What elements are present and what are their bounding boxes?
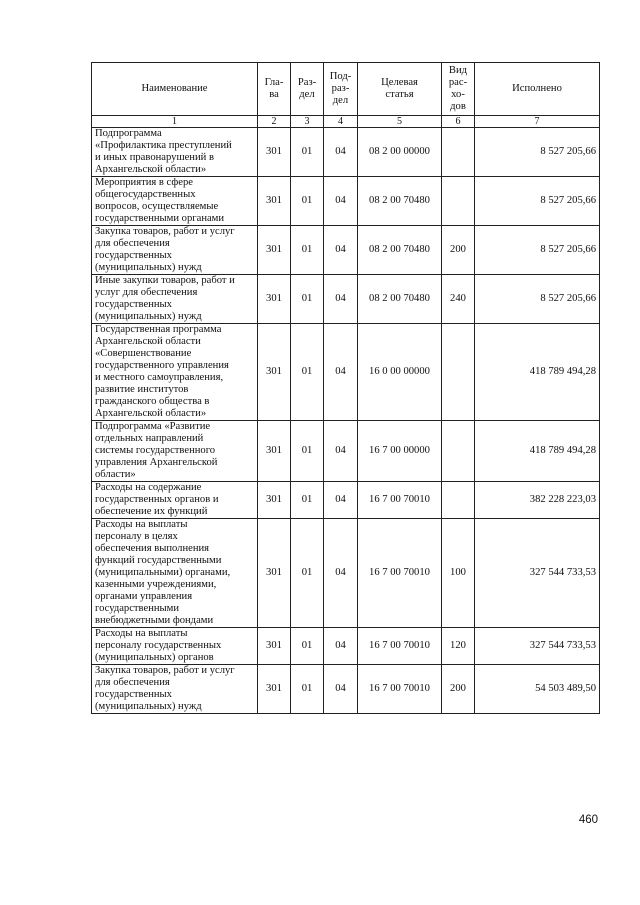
row-subsection-cell: 04 [324, 421, 358, 482]
row-executed-cell: 8 527 205,66 [475, 226, 600, 275]
row-name-cell: Иные закупки товаров, работ и услуг для обеспечения государственных (муниципальных) нужд [92, 275, 258, 324]
row-subsection-cell: 04 [324, 226, 358, 275]
row-chapter-cell: 301 [258, 128, 291, 177]
row-section-cell: 01 [291, 519, 324, 628]
row-expense-type-cell [442, 128, 475, 177]
header-name: Наименование [92, 63, 258, 116]
table-row [92, 128, 600, 177]
table-row [92, 665, 600, 714]
table-row [92, 519, 600, 628]
column-number: 1 [92, 116, 258, 128]
header-chapter: Гла- ва [258, 63, 291, 116]
column-number: 7 [475, 116, 600, 128]
row-name-cell: Подпрограмма «Профилактика преступлений и иных правонарушений в Архангельской области» [92, 128, 258, 177]
row-expense-type-cell [442, 482, 475, 519]
row-executed-cell: 418 789 494,28 [475, 324, 600, 421]
column-number: 5 [358, 116, 442, 128]
row-target-article-cell: 16 7 00 70010 [358, 482, 442, 519]
row-subsection-cell: 04 [324, 519, 358, 628]
row-name-cell: Государственная программа Архангельской области «Совершенствование государственного управления и местного самоуправления, развитие институтов гражданского общества в Архангельской области» [92, 324, 258, 421]
row-name-cell: Расходы на выплаты персоналу в целях обеспечения выполнения функций государственными (муниципальными) органами, казенными учреждениями, органами управления государственными внебюджетными фондами [92, 519, 258, 628]
row-expense-type-cell [442, 177, 475, 226]
row-chapter-cell: 301 [258, 628, 291, 665]
page-number: 460 [578, 814, 598, 826]
row-target-article-cell: 08 2 00 70480 [358, 275, 442, 324]
row-name-cell: Закупка товаров, работ и услуг для обеспечения государственных (муниципальных) нужд [92, 226, 258, 275]
row-expense-type-cell: 100 [442, 519, 475, 628]
row-executed-cell: 327 544 733,53 [475, 628, 600, 665]
row-section-cell: 01 [291, 275, 324, 324]
header-row [92, 63, 600, 116]
row-expense-type-cell [442, 421, 475, 482]
header-expense-type: Вид рас- хо- дов [442, 63, 475, 116]
row-chapter-cell: 301 [258, 482, 291, 519]
header-target-article: Целевая статья [358, 63, 442, 116]
row-section-cell: 01 [291, 226, 324, 275]
row-target-article-cell: 08 2 00 70480 [358, 226, 442, 275]
row-executed-cell: 8 527 205,66 [475, 128, 600, 177]
row-executed-cell: 382 228 223,03 [475, 482, 600, 519]
row-expense-type-cell: 200 [442, 665, 475, 714]
row-section-cell: 01 [291, 128, 324, 177]
column-number: 2 [258, 116, 291, 128]
row-chapter-cell: 301 [258, 275, 291, 324]
row-target-article-cell: 16 0 00 00000 [358, 324, 442, 421]
row-name-cell: Закупка товаров, работ и услуг для обеспечения государственных (муниципальных) нужд [92, 665, 258, 714]
row-executed-cell: 418 789 494,28 [475, 421, 600, 482]
column-number: 3 [291, 116, 324, 128]
row-chapter-cell: 301 [258, 665, 291, 714]
row-name-cell: Подпрограмма «Развитие отдельных направлений системы государственного управления Архангельской области» [92, 421, 258, 482]
column-number: 6 [442, 116, 475, 128]
row-section-cell: 01 [291, 324, 324, 421]
table-header [92, 63, 600, 128]
table-row [92, 628, 600, 665]
row-subsection-cell: 04 [324, 324, 358, 421]
table-row [92, 421, 600, 482]
row-section-cell: 01 [291, 421, 324, 482]
column-number: 4 [324, 116, 358, 128]
row-target-article-cell: 16 7 00 70010 [358, 628, 442, 665]
row-target-article-cell: 08 2 00 00000 [358, 128, 442, 177]
row-executed-cell: 54 503 489,50 [475, 665, 600, 714]
table-row [92, 226, 600, 275]
row-executed-cell: 8 527 205,66 [475, 275, 600, 324]
header-executed: Исполнено [475, 63, 600, 116]
row-subsection-cell: 04 [324, 177, 358, 226]
row-target-article-cell: 16 7 00 00000 [358, 421, 442, 482]
row-name-cell: Мероприятия в сфере общегосударственных вопросов, осуществляемые государственными органами [92, 177, 258, 226]
row-chapter-cell: 301 [258, 519, 291, 628]
row-section-cell: 01 [291, 177, 324, 226]
row-executed-cell: 327 544 733,53 [475, 519, 600, 628]
header-subsection: Под- раз- дел [324, 63, 358, 116]
row-name-cell: Расходы на содержание государственных органов и обеспечение их функций [92, 482, 258, 519]
table-row [92, 275, 600, 324]
row-subsection-cell: 04 [324, 128, 358, 177]
budget-table [91, 62, 600, 714]
row-expense-type-cell [442, 324, 475, 421]
table-row [92, 177, 600, 226]
row-target-article-cell: 16 7 00 70010 [358, 665, 442, 714]
row-name-cell: Расходы на выплаты персоналу государственных (муниципальных) органов [92, 628, 258, 665]
row-section-cell: 01 [291, 665, 324, 714]
row-target-article-cell: 08 2 00 70480 [358, 177, 442, 226]
column-number-row [92, 116, 600, 128]
row-chapter-cell: 301 [258, 226, 291, 275]
row-section-cell: 01 [291, 482, 324, 519]
row-subsection-cell: 04 [324, 665, 358, 714]
row-target-article-cell: 16 7 00 70010 [358, 519, 442, 628]
row-subsection-cell: 04 [324, 275, 358, 324]
table-row [92, 482, 600, 519]
row-section-cell: 01 [291, 628, 324, 665]
table-body [92, 128, 600, 714]
row-expense-type-cell: 240 [442, 275, 475, 324]
row-subsection-cell: 04 [324, 628, 358, 665]
header-section: Раз- дел [291, 63, 324, 116]
table-row [92, 324, 600, 421]
row-chapter-cell: 301 [258, 421, 291, 482]
row-chapter-cell: 301 [258, 324, 291, 421]
row-subsection-cell: 04 [324, 482, 358, 519]
row-expense-type-cell: 120 [442, 628, 475, 665]
row-chapter-cell: 301 [258, 177, 291, 226]
row-expense-type-cell: 200 [442, 226, 475, 275]
row-executed-cell: 8 527 205,66 [475, 177, 600, 226]
